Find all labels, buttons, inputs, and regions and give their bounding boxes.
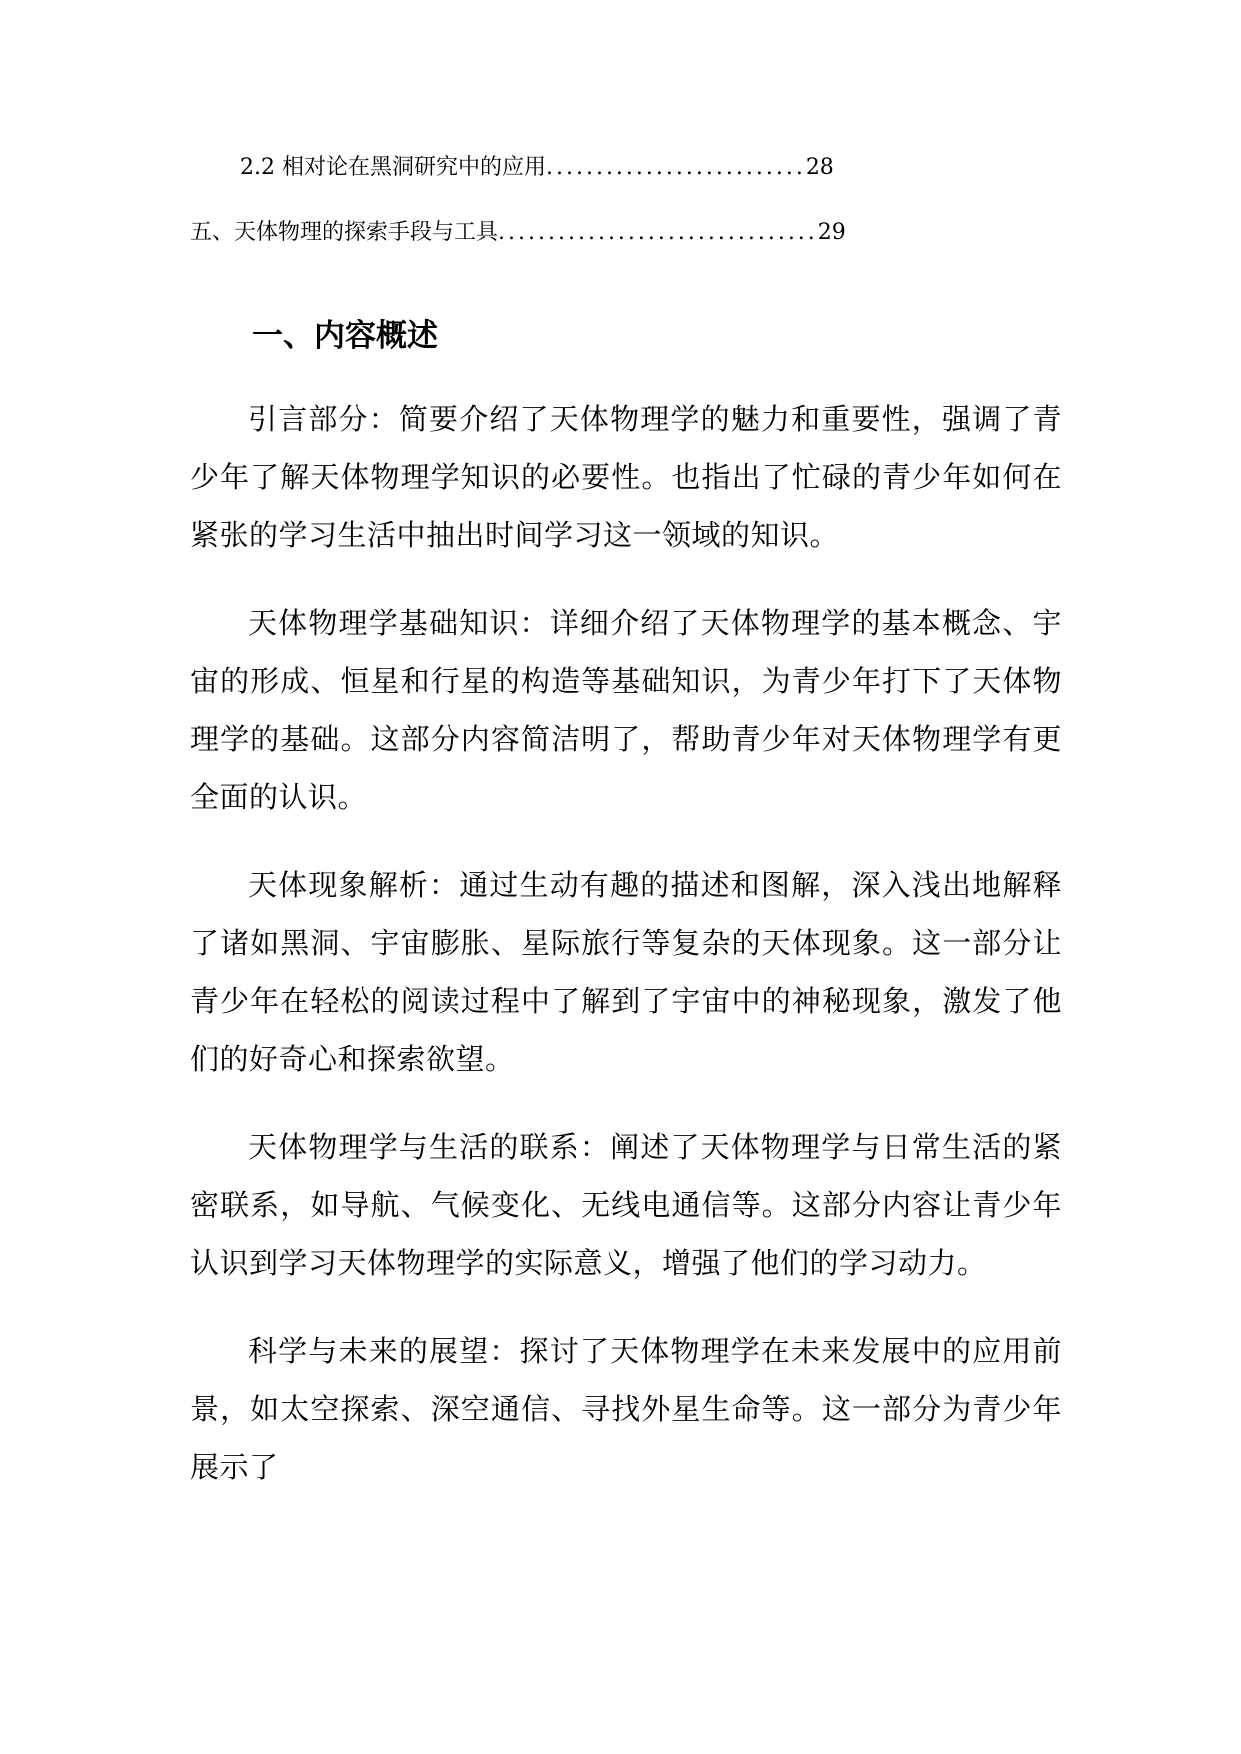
toc-entry-title: 五、天体物理的探索手段与工具 [190, 220, 499, 245]
toc-leader-dots: ................................ [498, 220, 818, 245]
toc-entry[interactable] [240, 153, 834, 183]
toc-page-number: 29 [817, 220, 846, 245]
paragraph-basics: 天体物理学基础知识：详细介绍了天体物理学的基本概念、宇宙的形成、恒星和行星的构造等基础知识，为青少年打下了天体物理学的基础。这部分内容简洁明了，帮助青少年对天体物理学有更全面的认识。 [190, 606, 1062, 814]
paragraph-phenomena: 天体现象解析：通过生动有趣的描述和图解，深入浅出地解释了诸如黑洞、宇宙膨胀、星际旅行等复杂的天体现象。这一部分让青少年在轻松的阅读过程中了解到了宇宙中的神秘现象，激发了他们的好奇心和探索欲望。 [190, 868, 1062, 1076]
paragraph-daily-life: 天体物理学与生活的联系：阐述了天体物理学与日常生活的紧密联系，如导航、气候变化、无线电通信等。这部分内容让青少年认识到学习天体物理学的实际意义，增强了他们的学习动力。 [190, 1130, 1062, 1280]
toc-entry[interactable] [190, 218, 846, 248]
paragraph-future: 科学与未来的展望：探讨了天体物理学在未来发展中的应用前景，如太空探索、深空通信、寻找外星生命等。这一部分为青少年展示了 [190, 1334, 1062, 1484]
section-body [190, 390, 1062, 1496]
toc-page-number: 28 [805, 155, 834, 180]
toc-entry-title: 2.2 相对论在黑洞研究中的应用 [240, 155, 546, 180]
paragraph-intro: 引言部分：简要介绍了天体物理学的魅力和重要性，强调了青少年了解天体物理学知识的必要性。也指出了忙碌的青少年如何在紧张的学习生活中抽出时间学习这一领域的知识。 [190, 402, 1062, 552]
toc-leader-dots: .......................... [545, 155, 806, 180]
section-heading: 一、内容概述 [252, 318, 438, 354]
